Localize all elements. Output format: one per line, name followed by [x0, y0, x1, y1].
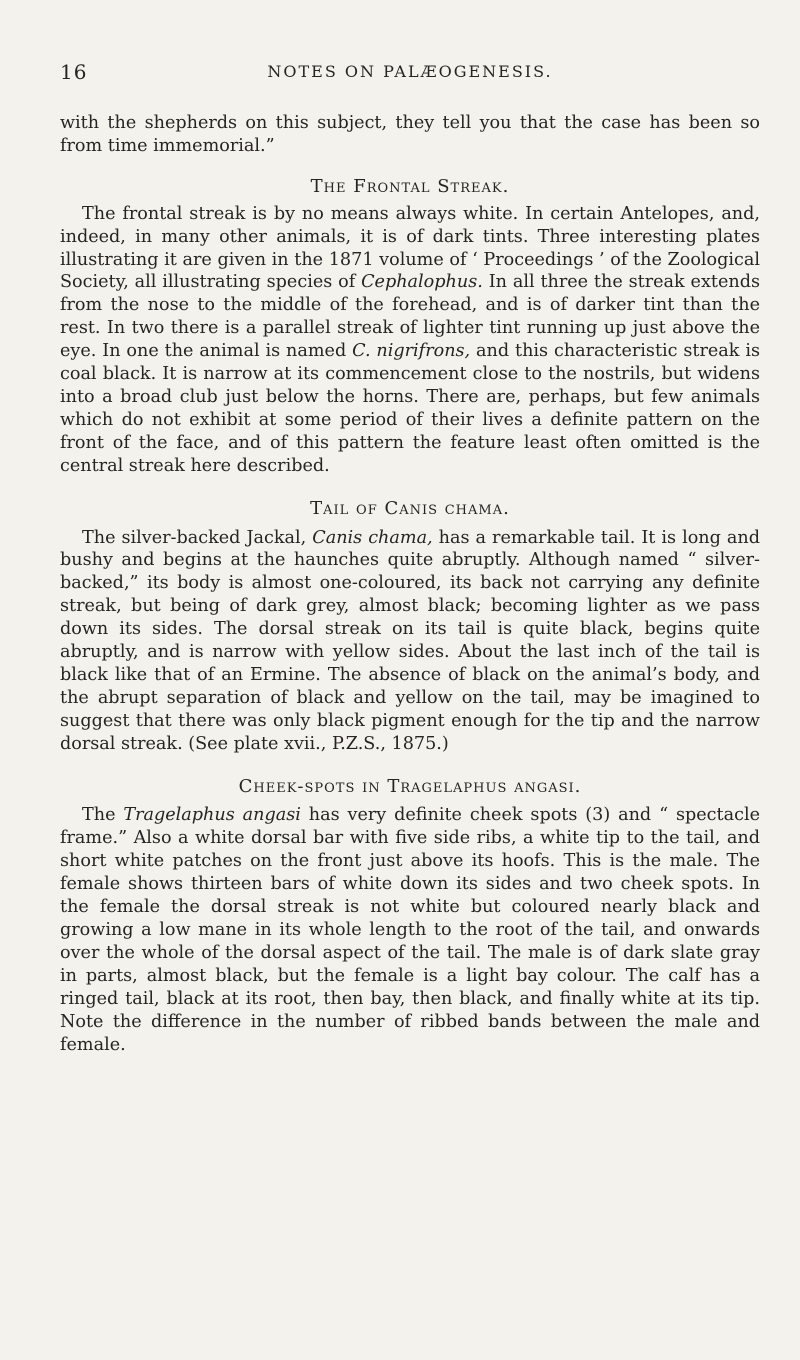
text-run: has very definite cheek spots (3) and “ spectacle frame.” Also a white dorsal bar with five side ribs, a white tip to the tail, and short white patches on the front just above its hoofs. This is the male. The female shows thirteen bars of white down its sides and two cheek spots. In the female the dorsal streak is not white but coloured nearly black and growing a low mane in its whole length to the root of the tail, and onwards over the whole of the dorsal aspect of the tail. The male is of dark slate gray in parts, almost black, but the female is a light bay colour. The calf has a ringed tail, black at its root, then bay, then black, and finally white at its tip. Note the difference in the number of ribbed bands between the male and female.: [60, 805, 760, 1055]
text-run: The frontal streak is by no means always white. In certain Antelopes, and, indeed, in many other animals, it is of dark tints. Three interesting plates illustrating it are given in the 1871 volume of ‘ Proceedings ’ of the Zoological Society, all illustrating species of: [60, 203, 760, 293]
italic-term: Canis chama,: [312, 527, 433, 548]
paragraph-canis-chama: [60, 527, 760, 756]
text-run: The silver-backed Jackal,: [82, 527, 313, 548]
text-run: has a remarkable tail. It is long and bushy and begins at the haunches quite abruptly. Although named “ silver-backed,” its body is almost one-coloured, its back not carrying any definite streak, but being of dark grey, almost black; becoming lighter as we pass down its sides. The dorsal streak on its tail is quite black, begins quite abruptly, and is narrow with yellow sides. About the last inch of the tail is black like that of an Ermine. The absence of black on the animal’s body, and the abrupt separation of black and yellow on the tail, may be imagined to suggest that there was only black pigment enough for the tip and the narrow dorsal streak. (See plate xvii., P.Z.S., 1875.): [60, 527, 760, 754]
running-title: NOTES ON PALÆOGENESIS.: [267, 62, 553, 81]
paragraph-frontal-streak: [60, 203, 760, 478]
section-heading-frontal-streak: The Frontal Streak.: [310, 175, 510, 197]
text-run: The: [82, 805, 124, 826]
section-heading-tragelaphus: Cheek-spots in Tragelaphus angasi.: [238, 775, 582, 797]
italic-term: Tragelaphus angasi: [123, 805, 301, 826]
italic-term: Cephalophus.: [361, 272, 483, 293]
text-run: and this characteristic streak is coal black. It is narrow at its commencement close to the nostrils, but widens into a broad club just below the horns. There are, perhaps, but few animals which do not exhibit at some period of their lives a definite pattern on the front of the face, and of this pattern the feature least often omitted is the central streak here described.: [60, 341, 761, 476]
body-text: [60, 112, 760, 1056]
opening-paragraph: with the shepherds on this subject, they tell you that the case has been so from time immemorial.”: [60, 113, 760, 156]
running-head: [60, 60, 760, 90]
section-heading-canis-chama: Tail of Canis chama.: [310, 497, 510, 519]
text-run: In all three the streak extends from the nose to the middle of the forehead, and is of darker tint than the rest. In two there is a parallel streak of lighter tint running up just above the eye. In one the animal is named: [60, 272, 760, 362]
page-number: 16: [60, 60, 88, 84]
italic-term: C. nigrifrons,: [352, 341, 471, 362]
paragraph-tragelaphus: [60, 804, 760, 1056]
